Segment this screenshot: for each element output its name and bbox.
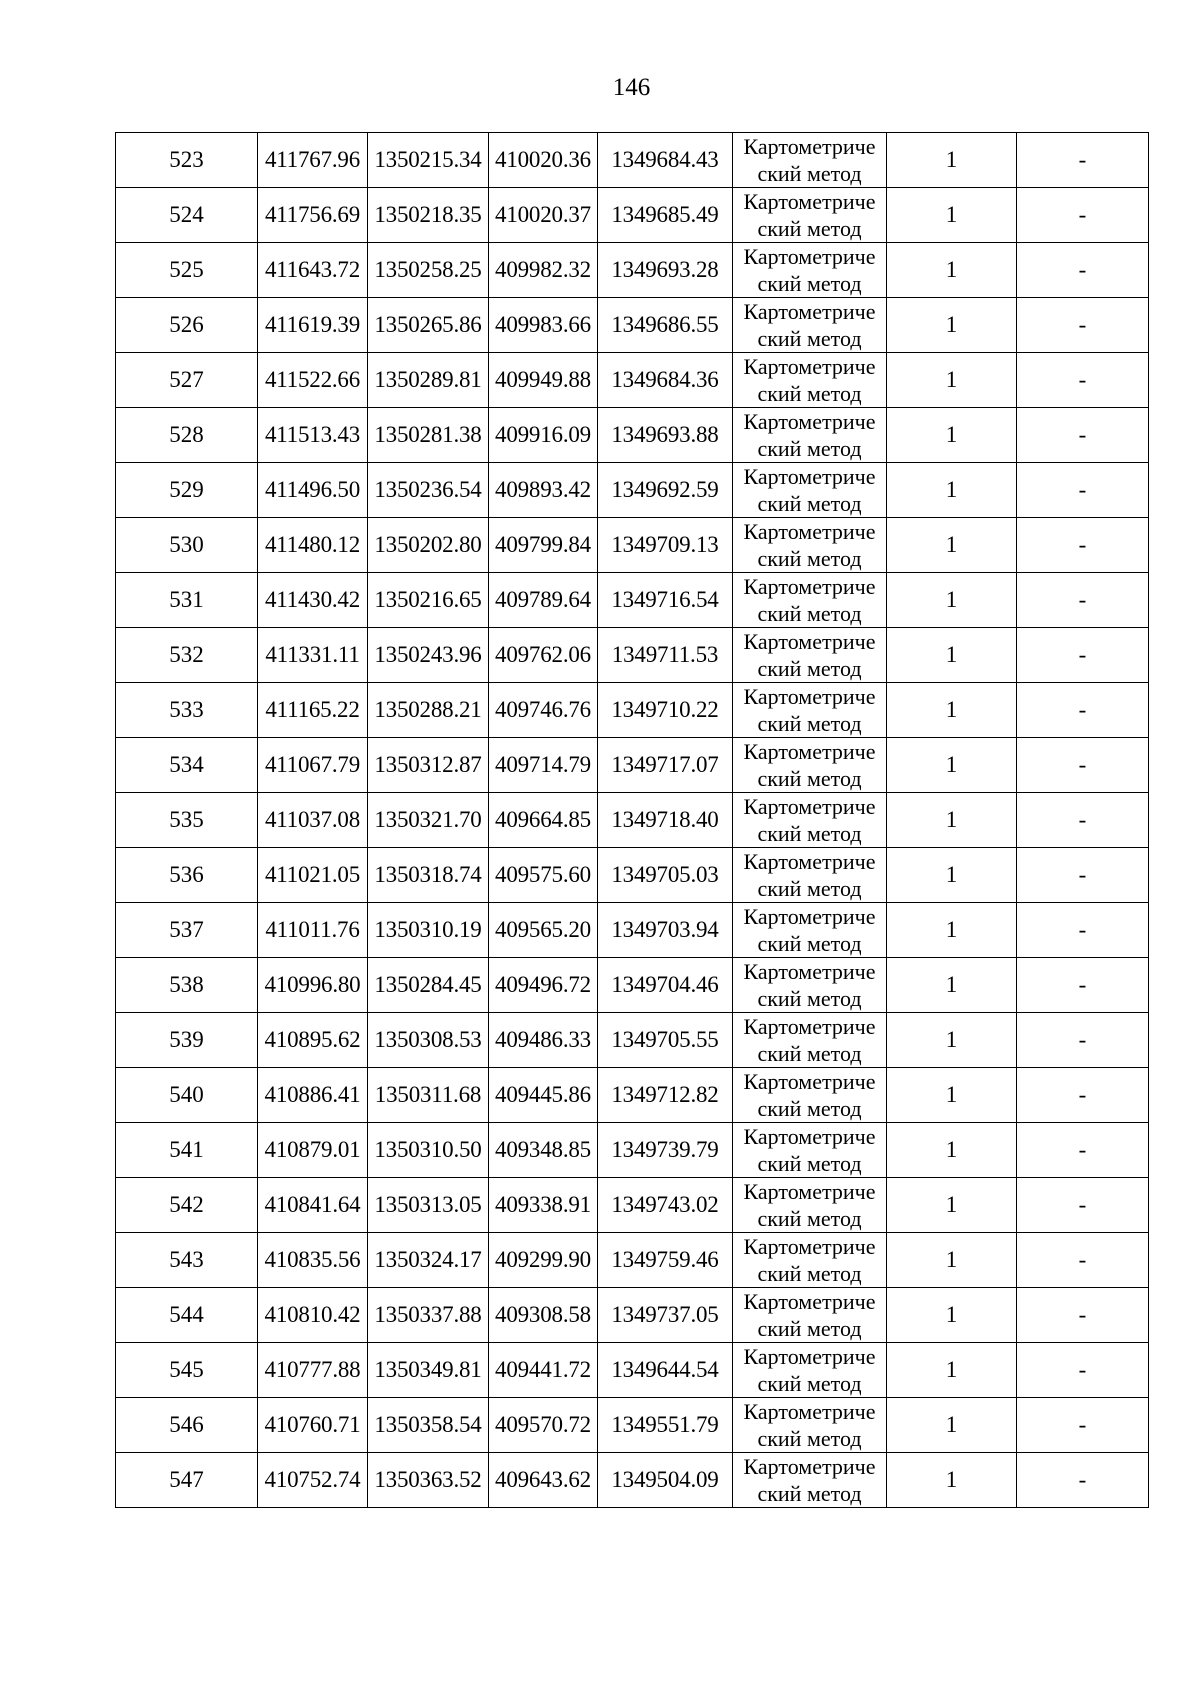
y-new-cell: 1349705.03 [598, 848, 733, 903]
table-row [116, 518, 1149, 573]
y-new-cell: 1349504.09 [598, 1453, 733, 1508]
note-cell: - [1017, 408, 1149, 463]
y-old-cell: 1350281.38 [368, 408, 489, 463]
table-row [116, 683, 1149, 738]
note-cell: - [1017, 463, 1149, 518]
table-row [116, 1343, 1149, 1398]
point-number-cell: 540 [116, 1068, 258, 1123]
point-number-cell: 528 [116, 408, 258, 463]
note-cell: - [1017, 628, 1149, 683]
accuracy-cell: 1 [887, 298, 1017, 353]
method-text-line: ский метод [757, 1206, 862, 1231]
method-text-line: ский метод [757, 1041, 862, 1066]
coordinates-table [115, 132, 1149, 1508]
method-text-line: Картометриче [743, 1344, 876, 1369]
method-cell [733, 848, 887, 903]
table-row [116, 1233, 1149, 1288]
method-text-line: ский метод [757, 601, 862, 626]
note-cell: - [1017, 1013, 1149, 1068]
y-old-cell: 1350215.34 [368, 133, 489, 188]
accuracy-cell: 1 [887, 738, 1017, 793]
x-old-cell: 410996.80 [258, 958, 368, 1013]
point-number-cell: 526 [116, 298, 258, 353]
accuracy-cell: 1 [887, 1453, 1017, 1508]
x-old-cell: 411430.42 [258, 573, 368, 628]
table-row [116, 1178, 1149, 1233]
x-old-cell: 411165.22 [258, 683, 368, 738]
y-old-cell: 1350363.52 [368, 1453, 489, 1508]
table-row [116, 1123, 1149, 1178]
method-text-line: ский метод [757, 821, 862, 846]
accuracy-cell: 1 [887, 1233, 1017, 1288]
table-row [116, 1068, 1149, 1123]
method-cell [733, 1288, 887, 1343]
note-cell: - [1017, 1233, 1149, 1288]
y-new-cell: 1349704.46 [598, 958, 733, 1013]
x-new-cell: 409299.90 [489, 1233, 598, 1288]
x-old-cell: 410886.41 [258, 1068, 368, 1123]
method-text-line: Картометриче [743, 1234, 876, 1259]
y-new-cell: 1349686.55 [598, 298, 733, 353]
accuracy-cell: 1 [887, 463, 1017, 518]
method-text-line: ский метод [757, 1371, 862, 1396]
method-text-line: Картометриче [743, 354, 876, 379]
method-text-line: ский метод [757, 161, 862, 186]
y-old-cell: 1350265.86 [368, 298, 489, 353]
x-old-cell: 411480.12 [258, 518, 368, 573]
x-new-cell: 409893.42 [489, 463, 598, 518]
note-cell: - [1017, 353, 1149, 408]
method-text-line: Картометриче [743, 959, 876, 984]
method-text-line: Картометриче [743, 904, 876, 929]
method-text-line: Картометриче [743, 299, 876, 324]
method-cell [733, 1453, 887, 1508]
note-cell: - [1017, 1288, 1149, 1343]
x-new-cell: 409565.20 [489, 903, 598, 958]
x-new-cell: 409643.62 [489, 1453, 598, 1508]
x-old-cell: 410841.64 [258, 1178, 368, 1233]
note-cell: - [1017, 793, 1149, 848]
x-old-cell: 411767.96 [258, 133, 368, 188]
table-row [116, 628, 1149, 683]
method-text-line: ский метод [757, 1316, 862, 1341]
accuracy-cell: 1 [887, 243, 1017, 298]
y-old-cell: 1350310.19 [368, 903, 489, 958]
x-new-cell: 410020.36 [489, 133, 598, 188]
x-old-cell: 411496.50 [258, 463, 368, 518]
x-new-cell: 409338.91 [489, 1178, 598, 1233]
y-old-cell: 1350318.74 [368, 848, 489, 903]
note-cell: - [1017, 573, 1149, 628]
table-row [116, 1013, 1149, 1068]
method-text-line: Картометриче [743, 1454, 876, 1479]
y-new-cell: 1349684.36 [598, 353, 733, 408]
method-cell [733, 1343, 887, 1398]
method-text-line: ский метод [757, 931, 862, 956]
note-cell: - [1017, 903, 1149, 958]
method-cell [733, 958, 887, 1013]
x-new-cell: 409762.06 [489, 628, 598, 683]
point-number-cell: 538 [116, 958, 258, 1013]
method-text-line: Картометриче [743, 574, 876, 599]
y-new-cell: 1349685.49 [598, 188, 733, 243]
method-cell [733, 1123, 887, 1178]
y-old-cell: 1350202.80 [368, 518, 489, 573]
table-row [116, 738, 1149, 793]
page-number: 146 [612, 74, 651, 101]
x-old-cell: 411037.08 [258, 793, 368, 848]
x-new-cell: 409789.64 [489, 573, 598, 628]
table-row [116, 353, 1149, 408]
y-old-cell: 1350243.96 [368, 628, 489, 683]
method-cell [733, 518, 887, 573]
table-row [116, 188, 1149, 243]
x-new-cell: 409308.58 [489, 1288, 598, 1343]
method-cell [733, 738, 887, 793]
point-number-cell: 546 [116, 1398, 258, 1453]
table-body [116, 133, 1149, 1508]
method-cell [733, 1233, 887, 1288]
table-row [116, 1288, 1149, 1343]
y-old-cell: 1350258.25 [368, 243, 489, 298]
note-cell: - [1017, 518, 1149, 573]
x-old-cell: 411067.79 [258, 738, 368, 793]
accuracy-cell: 1 [887, 1178, 1017, 1233]
method-text-line: ский метод [757, 876, 862, 901]
note-cell: - [1017, 958, 1149, 1013]
method-text-line: ский метод [757, 1096, 862, 1121]
method-cell [733, 1398, 887, 1453]
x-new-cell: 409949.88 [489, 353, 598, 408]
table-row [116, 463, 1149, 518]
method-text-line: Картометриче [743, 244, 876, 269]
x-new-cell: 409916.09 [489, 408, 598, 463]
note-cell: - [1017, 1178, 1149, 1233]
accuracy-cell: 1 [887, 1013, 1017, 1068]
method-text-line: Картометриче [743, 629, 876, 654]
y-new-cell: 1349737.05 [598, 1288, 733, 1343]
method-text-line: Картометриче [743, 464, 876, 489]
method-cell [733, 793, 887, 848]
y-old-cell: 1350313.05 [368, 1178, 489, 1233]
y-old-cell: 1350321.70 [368, 793, 489, 848]
y-old-cell: 1350311.68 [368, 1068, 489, 1123]
x-old-cell: 410835.56 [258, 1233, 368, 1288]
method-cell [733, 298, 887, 353]
x-old-cell: 411522.66 [258, 353, 368, 408]
table-row [116, 243, 1149, 298]
method-text-line: ский метод [757, 491, 862, 516]
y-old-cell: 1350289.81 [368, 353, 489, 408]
y-old-cell: 1350216.65 [368, 573, 489, 628]
table-row [116, 848, 1149, 903]
x-old-cell: 410760.71 [258, 1398, 368, 1453]
x-old-cell: 411643.72 [258, 243, 368, 298]
method-text-line: ский метод [757, 766, 862, 791]
method-cell [733, 353, 887, 408]
y-new-cell: 1349709.13 [598, 518, 733, 573]
y-new-cell: 1349693.88 [598, 408, 733, 463]
y-new-cell: 1349711.53 [598, 628, 733, 683]
accuracy-cell: 1 [887, 188, 1017, 243]
y-old-cell: 1350236.54 [368, 463, 489, 518]
y-old-cell: 1350310.50 [368, 1123, 489, 1178]
table-row [116, 1398, 1149, 1453]
x-old-cell: 410752.74 [258, 1453, 368, 1508]
point-number-cell: 527 [116, 353, 258, 408]
point-number-cell: 537 [116, 903, 258, 958]
method-text-line: ский метод [757, 1426, 862, 1451]
x-new-cell: 409496.72 [489, 958, 598, 1013]
point-number-cell: 534 [116, 738, 258, 793]
method-cell [733, 573, 887, 628]
point-number-cell: 535 [116, 793, 258, 848]
accuracy-cell: 1 [887, 353, 1017, 408]
method-text-line: ский метод [757, 326, 862, 351]
method-text-line: Картометриче [743, 1124, 876, 1149]
point-number-cell: 539 [116, 1013, 258, 1068]
method-text-line: ский метод [757, 1151, 862, 1176]
x-new-cell: 409746.76 [489, 683, 598, 738]
method-text-line: Картометриче [743, 739, 876, 764]
method-text-line: Картометриче [743, 409, 876, 434]
note-cell: - [1017, 1343, 1149, 1398]
table-row [116, 1453, 1149, 1508]
method-text-line: ский метод [757, 436, 862, 461]
point-number-cell: 530 [116, 518, 258, 573]
method-cell [733, 1068, 887, 1123]
y-old-cell: 1350218.35 [368, 188, 489, 243]
point-number-cell: 532 [116, 628, 258, 683]
table-row [116, 408, 1149, 463]
method-text-line: ский метод [757, 1261, 862, 1286]
x-old-cell: 411513.43 [258, 408, 368, 463]
y-old-cell: 1350358.54 [368, 1398, 489, 1453]
accuracy-cell: 1 [887, 683, 1017, 738]
accuracy-cell: 1 [887, 903, 1017, 958]
note-cell: - [1017, 298, 1149, 353]
note-cell: - [1017, 683, 1149, 738]
accuracy-cell: 1 [887, 628, 1017, 683]
table-row [116, 298, 1149, 353]
accuracy-cell: 1 [887, 1398, 1017, 1453]
y-new-cell: 1349739.79 [598, 1123, 733, 1178]
accuracy-cell: 1 [887, 518, 1017, 573]
accuracy-cell: 1 [887, 133, 1017, 188]
table-row [116, 958, 1149, 1013]
point-number-cell: 543 [116, 1233, 258, 1288]
method-text-line: ский метод [757, 656, 862, 681]
note-cell: - [1017, 188, 1149, 243]
y-old-cell: 1350308.53 [368, 1013, 489, 1068]
y-old-cell: 1350324.17 [368, 1233, 489, 1288]
method-text-line: ский метод [757, 986, 862, 1011]
x-new-cell: 409441.72 [489, 1343, 598, 1398]
y-new-cell: 1349717.07 [598, 738, 733, 793]
method-text-line: Картометриче [743, 1289, 876, 1314]
x-new-cell: 409445.86 [489, 1068, 598, 1123]
method-text-line: Картометриче [743, 519, 876, 544]
method-cell [733, 1178, 887, 1233]
accuracy-cell: 1 [887, 1288, 1017, 1343]
note-cell: - [1017, 1123, 1149, 1178]
point-number-cell: 541 [116, 1123, 258, 1178]
note-cell: - [1017, 1398, 1149, 1453]
y-new-cell: 1349693.28 [598, 243, 733, 298]
point-number-cell: 523 [116, 133, 258, 188]
table-row [116, 903, 1149, 958]
method-cell [733, 628, 887, 683]
x-new-cell: 409799.84 [489, 518, 598, 573]
method-text-line: ский метод [757, 546, 862, 571]
y-new-cell: 1349710.22 [598, 683, 733, 738]
x-old-cell: 410777.88 [258, 1343, 368, 1398]
accuracy-cell: 1 [887, 573, 1017, 628]
method-cell [733, 463, 887, 518]
point-number-cell: 524 [116, 188, 258, 243]
y-old-cell: 1350349.81 [368, 1343, 489, 1398]
method-cell [733, 683, 887, 738]
point-number-cell: 531 [116, 573, 258, 628]
y-old-cell: 1350284.45 [368, 958, 489, 1013]
method-text-line: Картометриче [743, 189, 876, 214]
method-text-line: Картометриче [743, 1399, 876, 1424]
y-new-cell: 1349716.54 [598, 573, 733, 628]
y-new-cell: 1349743.02 [598, 1178, 733, 1233]
table-row [116, 133, 1149, 188]
accuracy-cell: 1 [887, 1123, 1017, 1178]
table-row [116, 573, 1149, 628]
y-new-cell: 1349703.94 [598, 903, 733, 958]
x-new-cell: 409570.72 [489, 1398, 598, 1453]
point-number-cell: 529 [116, 463, 258, 518]
y-new-cell: 1349551.79 [598, 1398, 733, 1453]
x-old-cell: 411331.11 [258, 628, 368, 683]
y-new-cell: 1349712.82 [598, 1068, 733, 1123]
note-cell: - [1017, 738, 1149, 793]
y-new-cell: 1349759.46 [598, 1233, 733, 1288]
method-text-line: ский метод [757, 381, 862, 406]
x-old-cell: 411011.76 [258, 903, 368, 958]
method-cell [733, 1013, 887, 1068]
y-old-cell: 1350288.21 [368, 683, 489, 738]
method-text-line: ский метод [757, 216, 862, 241]
method-text-line: Картометриче [743, 684, 876, 709]
accuracy-cell: 1 [887, 958, 1017, 1013]
method-text-line: ский метод [757, 711, 862, 736]
note-cell: - [1017, 1068, 1149, 1123]
point-number-cell: 542 [116, 1178, 258, 1233]
point-number-cell: 544 [116, 1288, 258, 1343]
accuracy-cell: 1 [887, 1068, 1017, 1123]
method-text-line: Картометриче [743, 849, 876, 874]
y-new-cell: 1349718.40 [598, 793, 733, 848]
point-number-cell: 547 [116, 1453, 258, 1508]
method-text-line: ский метод [757, 271, 862, 296]
method-cell [733, 243, 887, 298]
method-text-line: Картометриче [743, 134, 876, 159]
x-new-cell: 409486.33 [489, 1013, 598, 1068]
x-new-cell: 409983.66 [489, 298, 598, 353]
method-cell [733, 188, 887, 243]
y-new-cell: 1349692.59 [598, 463, 733, 518]
accuracy-cell: 1 [887, 1343, 1017, 1398]
note-cell: - [1017, 848, 1149, 903]
method-cell [733, 408, 887, 463]
point-number-cell: 525 [116, 243, 258, 298]
x-old-cell: 410879.01 [258, 1123, 368, 1178]
x-old-cell: 410895.62 [258, 1013, 368, 1068]
x-new-cell: 409664.85 [489, 793, 598, 848]
x-old-cell: 411021.05 [258, 848, 368, 903]
method-text-line: Картометриче [743, 1014, 876, 1039]
y-new-cell: 1349644.54 [598, 1343, 733, 1398]
x-new-cell: 409982.32 [489, 243, 598, 298]
method-text-line: Картометриче [743, 1179, 876, 1204]
method-text-line: Картометриче [743, 794, 876, 819]
method-text-line: ский метод [757, 1481, 862, 1506]
method-cell [733, 133, 887, 188]
x-old-cell: 411756.69 [258, 188, 368, 243]
accuracy-cell: 1 [887, 408, 1017, 463]
note-cell: - [1017, 1453, 1149, 1508]
x-new-cell: 410020.37 [489, 188, 598, 243]
point-number-cell: 533 [116, 683, 258, 738]
accuracy-cell: 1 [887, 848, 1017, 903]
x-old-cell: 410810.42 [258, 1288, 368, 1343]
accuracy-cell: 1 [887, 793, 1017, 848]
x-new-cell: 409348.85 [489, 1123, 598, 1178]
y-old-cell: 1350312.87 [368, 738, 489, 793]
x-new-cell: 409575.60 [489, 848, 598, 903]
x-old-cell: 411619.39 [258, 298, 368, 353]
y-old-cell: 1350337.88 [368, 1288, 489, 1343]
y-new-cell: 1349684.43 [598, 133, 733, 188]
point-number-cell: 536 [116, 848, 258, 903]
table-row [116, 793, 1149, 848]
y-new-cell: 1349705.55 [598, 1013, 733, 1068]
point-number-cell: 545 [116, 1343, 258, 1398]
method-cell [733, 903, 887, 958]
note-cell: - [1017, 243, 1149, 298]
x-new-cell: 409714.79 [489, 738, 598, 793]
method-text-line: Картометриче [743, 1069, 876, 1094]
note-cell: - [1017, 133, 1149, 188]
